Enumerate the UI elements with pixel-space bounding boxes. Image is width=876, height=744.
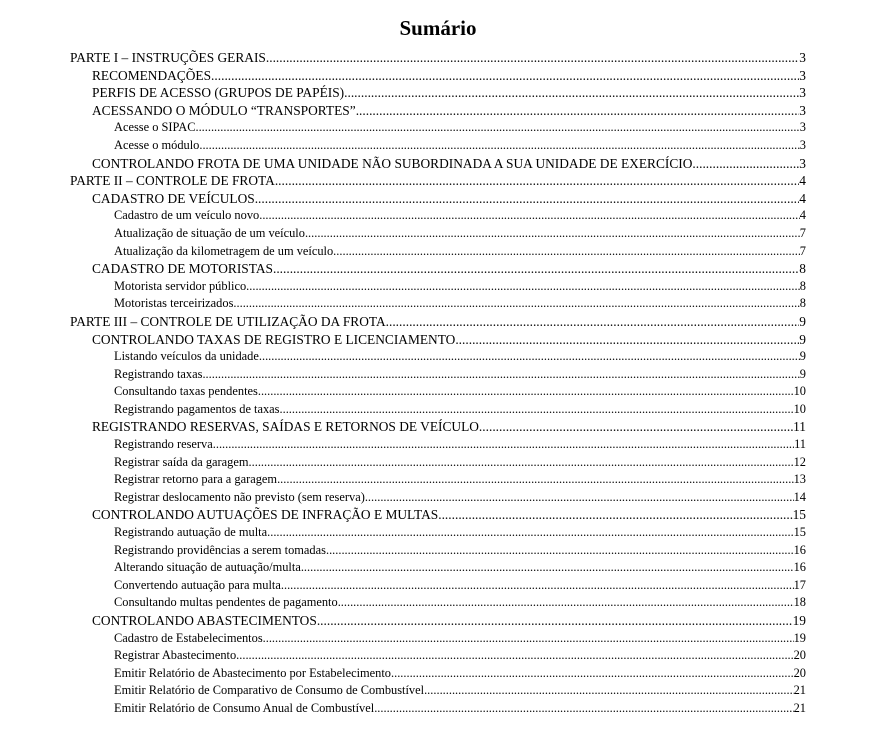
toc-entry[interactable] — [0, 383, 876, 401]
page-title: Sumário — [399, 16, 477, 40]
toc-dot-leader — [255, 190, 800, 208]
toc-dot-leader — [391, 665, 794, 683]
toc-entry-page-number: 17 — [793, 577, 806, 592]
toc-entry[interactable] — [0, 313, 876, 331]
toc-entry[interactable] — [0, 207, 876, 225]
toc-entry-page-number: 4 — [799, 173, 806, 189]
toc-entry-page-number: 9 — [799, 331, 806, 347]
toc-entry-label: PARTE I – INSTRUÇÕES GERAIS — [70, 50, 266, 65]
toc-entry-page-number: 20 — [793, 648, 806, 663]
toc-entry-page-number: 21 — [793, 683, 806, 698]
toc-dot-leader — [301, 559, 794, 577]
toc-entry[interactable] — [0, 594, 876, 612]
toc-dot-leader — [479, 418, 793, 436]
toc-dot-leader — [259, 348, 800, 366]
toc-entry[interactable] — [0, 84, 876, 102]
toc-entry-page-number: 3 — [799, 85, 806, 101]
toc-entry[interactable] — [0, 49, 876, 67]
toc-dot-leader — [438, 506, 792, 524]
toc-entry-page-number: 7 — [799, 225, 806, 240]
toc-entry[interactable] — [0, 102, 876, 120]
toc-entry[interactable] — [0, 331, 876, 349]
toc-entry-label: RECOMENDAÇÕES — [92, 67, 212, 83]
toc-dot-leader — [692, 155, 799, 173]
toc-entry-label: Emitir Relatório de Comparativo de Consumo de Combustível — [114, 683, 425, 698]
toc-entry-page-number: 3 — [799, 102, 806, 118]
toc-entry[interactable] — [0, 524, 876, 542]
toc-dot-leader — [233, 295, 799, 313]
toc-entry[interactable] — [0, 454, 876, 472]
toc-entry-label: Registrar saída da garagem — [114, 454, 249, 469]
toc-dot-leader — [455, 331, 799, 349]
toc-entry[interactable] — [0, 542, 876, 560]
toc-entry-label: Consultando taxas pendentes — [114, 384, 258, 399]
toc-entry[interactable] — [0, 630, 876, 648]
toc-entry-page-number: 20 — [793, 665, 806, 680]
toc-entry[interactable] — [0, 700, 876, 718]
toc-dot-leader — [273, 260, 799, 278]
toc-entry[interactable] — [0, 577, 876, 595]
toc-entry[interactable] — [0, 278, 876, 296]
toc-dot-leader — [424, 682, 794, 700]
toc-dot-leader — [338, 594, 794, 612]
toc-entry-label: REGISTRANDO RESERVAS, SAÍDAS E RETORNOS DE VEÍCULO — [92, 419, 479, 435]
toc-dot-leader — [267, 524, 793, 542]
toc-dot-leader — [246, 278, 800, 296]
toc-entry-label: Registrando reserva — [114, 437, 213, 452]
toc-entry-page-number: 15 — [792, 507, 806, 523]
toc-entry-label: Cadastro de Estabelecimentos — [114, 630, 263, 645]
toc-entry-page-number: 8 — [799, 261, 806, 277]
toc-entry-label: ACESSANDO O MÓDULO “TRANSPORTES” — [92, 102, 356, 118]
toc-entry[interactable] — [0, 295, 876, 313]
toc-dot-leader — [277, 471, 794, 489]
toc-entry-page-number: 3 — [799, 67, 806, 83]
toc-entry[interactable] — [0, 418, 876, 436]
toc-entry-label: CADASTRO DE VEÍCULOS — [92, 190, 255, 206]
toc-dot-leader — [263, 630, 794, 648]
toc-dot-leader — [199, 137, 799, 155]
toc-dot-leader — [344, 84, 799, 102]
toc-entry[interactable] — [0, 348, 876, 366]
toc-entry-label: Registrar deslocamento não previsto (sem reserva) — [114, 489, 365, 504]
toc-entry[interactable] — [0, 436, 876, 454]
toc-entry-label: CONTROLANDO AUTUAÇÕES DE INFRAÇÃO E MULTAS — [92, 507, 439, 523]
toc-entry-label: Convertendo autuação para multa — [114, 577, 281, 592]
toc-entry-label: Registrando taxas — [114, 366, 203, 381]
toc-entry-label: CONTROLANDO FROTA DE UMA UNIDADE NÃO SUBORDINADA A SUA UNIDADE DE EXERCÍCIO — [92, 155, 693, 171]
toc-dot-leader — [280, 401, 794, 419]
toc-entry-page-number: 9 — [799, 313, 806, 329]
toc-dot-leader — [326, 542, 794, 560]
toc-entry-label: Registrando pagamentos de taxas — [114, 401, 280, 416]
toc-entry-label: Motoristas terceirizados — [114, 296, 234, 311]
toc-entry[interactable] — [0, 67, 876, 85]
toc-entry[interactable] — [0, 559, 876, 577]
toc-entry[interactable] — [0, 119, 876, 137]
toc-entry-page-number: 4 — [799, 208, 806, 223]
toc-entry-page-number: 10 — [793, 384, 806, 399]
toc-entry[interactable] — [0, 489, 876, 507]
toc-dot-leader — [259, 207, 800, 225]
toc-dot-leader — [317, 612, 793, 630]
table-of-contents — [0, 49, 876, 718]
toc-entry-label: Motorista servidor público — [114, 278, 247, 293]
toc-entry-page-number: 7 — [799, 243, 806, 258]
toc-dot-leader — [258, 383, 794, 401]
toc-entry[interactable] — [0, 190, 876, 208]
toc-dot-leader — [266, 49, 799, 67]
toc-dot-leader — [211, 67, 799, 85]
toc-dot-leader — [202, 366, 799, 384]
toc-dot-leader — [374, 700, 793, 718]
toc-entry-page-number: 10 — [793, 401, 806, 416]
toc-dot-leader — [386, 313, 800, 331]
toc-entry-label: PARTE II – CONTROLE DE FROTA — [70, 173, 275, 189]
toc-entry-page-number: 3 — [799, 50, 806, 65]
toc-entry[interactable] — [0, 260, 876, 278]
toc-entry-page-number: 3 — [799, 120, 806, 135]
toc-entry[interactable] — [0, 243, 876, 261]
toc-dot-leader — [275, 172, 799, 190]
toc-dot-leader — [305, 225, 800, 243]
toc-entry-label: Listando veículos da unidade — [114, 349, 259, 364]
toc-entry-label: CONTROLANDO ABASTECIMENTOS — [92, 613, 317, 628]
toc-dot-leader — [195, 119, 799, 137]
toc-entry-label: Registrar Abastecimento — [114, 648, 237, 663]
toc-entry-page-number: 9 — [799, 366, 806, 381]
toc-dot-leader — [356, 102, 800, 120]
toc-dot-leader — [365, 489, 794, 507]
toc-entry[interactable] — [0, 612, 876, 630]
toc-entry-page-number: 14 — [793, 489, 806, 504]
toc-entry[interactable] — [0, 137, 876, 155]
toc-entry[interactable] — [0, 225, 876, 243]
toc-entry-label: Registrar retorno para a garagem — [114, 472, 278, 487]
toc-entry-label: Registrando autuação de multa — [114, 525, 268, 540]
toc-entry-page-number: 11 — [794, 437, 806, 452]
toc-entry[interactable] — [0, 366, 876, 384]
toc-entry-page-number: 11 — [793, 419, 806, 435]
toc-dot-leader — [213, 436, 794, 454]
toc-dot-leader — [281, 577, 794, 595]
toc-entry-label: Consultando multas pendentes de pagamento — [114, 595, 338, 610]
toc-entry[interactable] — [0, 401, 876, 419]
toc-entry-page-number: 16 — [793, 560, 806, 575]
toc-entry-label: CADASTRO DE MOTORISTAS — [92, 261, 273, 277]
toc-entry-page-number: 19 — [792, 613, 806, 628]
toc-entry-label: Acesse o SIPAC — [114, 120, 196, 135]
toc-entry-page-number: 19 — [793, 630, 806, 645]
toc-entry[interactable] — [0, 471, 876, 489]
toc-entry-page-number: 9 — [799, 349, 806, 364]
toc-entry-label: Emitir Relatório de Abastecimento por Estabelecimento — [114, 665, 391, 680]
toc-entry-label: Atualização da kilometragem de um veículo — [114, 243, 334, 258]
toc-entry-page-number: 13 — [793, 472, 806, 487]
toc-entry-label: PARTE III – CONTROLE DE UTILIZAÇÃO DA FROTA — [70, 313, 386, 329]
toc-entry[interactable] — [0, 647, 876, 665]
toc-entry[interactable] — [0, 172, 876, 190]
toc-entry-page-number: 16 — [793, 542, 806, 557]
toc-entry-page-number: 15 — [793, 525, 806, 540]
toc-entry-page-number: 18 — [793, 595, 806, 610]
toc-entry[interactable] — [0, 665, 876, 683]
toc-entry-label: Acesse o módulo — [114, 137, 200, 152]
toc-entry-label: Alterando situação de autuação/multa — [114, 560, 301, 575]
toc-entry[interactable] — [0, 682, 876, 700]
toc-entry-label: Registrando providências a serem tomadas — [114, 542, 326, 557]
toc-dot-leader — [236, 647, 793, 665]
toc-entry-label: Cadastro de um veículo novo — [114, 208, 260, 223]
toc-dot-leader — [249, 454, 794, 472]
toc-entry-label: Emitir Relatório de Consumo Anual de Combustível — [114, 700, 375, 715]
toc-entry-label: Atualização de situação de um veículo — [114, 225, 305, 240]
toc-entry-page-number: 21 — [793, 700, 806, 715]
toc-entry[interactable] — [0, 506, 876, 524]
toc-entry[interactable] — [0, 155, 876, 173]
toc-entry-page-number: 4 — [799, 190, 806, 206]
toc-entry-label: CONTROLANDO TAXAS DE REGISTRO E LICENCIAMENTO — [92, 331, 456, 347]
toc-entry-page-number: 12 — [793, 454, 806, 469]
toc-entry-label: PERFIS DE ACESSO (GRUPOS DE PAPÉIS) — [92, 85, 345, 101]
toc-entry-page-number: 3 — [799, 137, 806, 152]
toc-entry-page-number: 3 — [799, 155, 806, 171]
toc-entry-page-number: 8 — [799, 278, 806, 293]
toc-dot-leader — [333, 243, 800, 261]
toc-entry-page-number: 8 — [799, 296, 806, 311]
